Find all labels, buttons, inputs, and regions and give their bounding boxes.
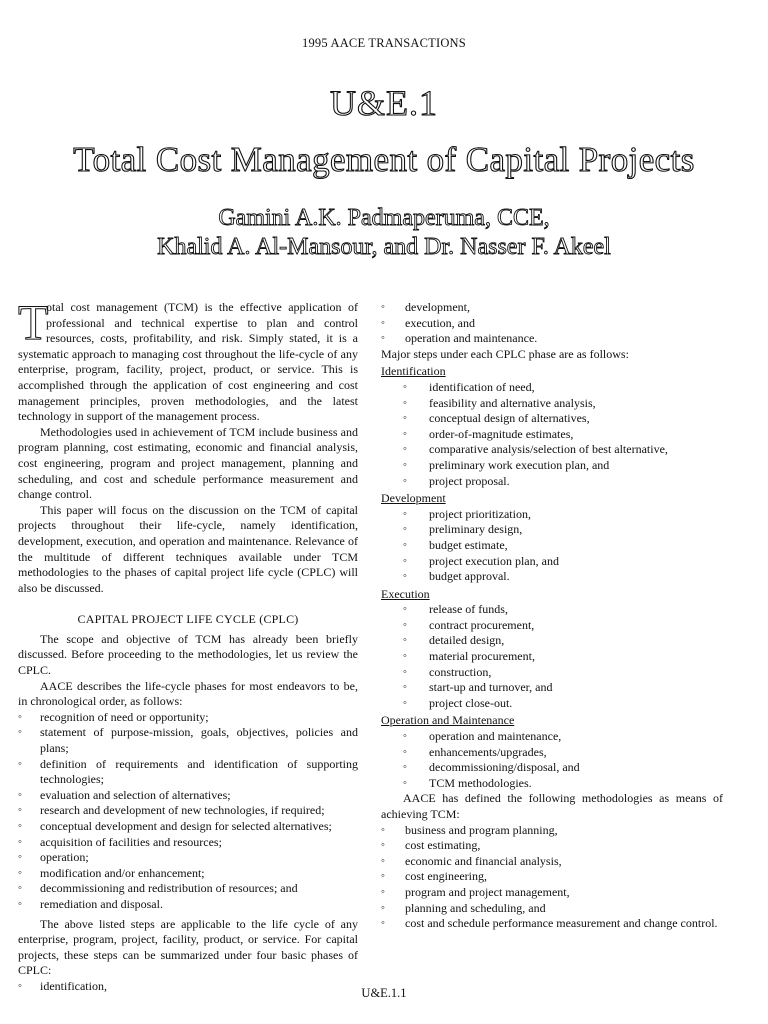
list-item: ◦ modification and/or enhancement; — [18, 866, 358, 882]
list-item: ◦ conceptual development and design for selected alternatives; — [18, 819, 358, 835]
list-item: ◦ economic and financial analysis, — [381, 854, 723, 870]
paper-code: U&E.1 — [330, 83, 438, 123]
list-item: ◦ evaluation and selection of alternatives; — [18, 788, 358, 804]
focus-paragraph: This paper will focus on the discussion on the TCM of capital projects throughout their life-cycle, namely identification, development, execution, and operation and maintenance. Relevance of the multitude of different techniques available under TCM methodologies to the phases of capital project life cycle (CPLC) will also be discussed. — [18, 502, 358, 595]
list-item: ◦ budget approval. — [381, 569, 723, 585]
paper-title: Total Cost Management of Capital Projects — [73, 140, 695, 179]
drop-cap: T — [18, 294, 49, 350]
list-item: ◦ conceptual design of alternatives, — [381, 411, 723, 427]
identification-step-list — [381, 380, 723, 489]
list-item: ◦ TCM methodologies. — [381, 776, 723, 792]
phase-heading-execution: Execution — [381, 586, 430, 601]
list-item: ◦ statement of purpose-mission, goals, objectives, policies and plans; — [18, 725, 358, 756]
list-item: ◦ order-of-magnitude estimates, — [381, 427, 723, 443]
phase-heading-development: Development — [381, 491, 446, 506]
intro-paragraph-wrap — [18, 294, 358, 425]
execution-step-list — [381, 602, 723, 711]
list-item: ◦ project proposal. — [381, 474, 723, 490]
development-step-list — [381, 507, 723, 585]
list-item: ◦ operation; — [18, 850, 358, 866]
list-item: ◦ planning and scheduling, and — [381, 901, 723, 917]
list-item: ◦ project prioritization, — [381, 507, 723, 523]
list-item: ◦ enhancements/upgrades, — [381, 745, 723, 761]
list-item: ◦ operation and maintenance. — [381, 331, 723, 347]
list-item: ◦ business and program planning, — [381, 823, 723, 839]
summary-paragraph: The above listed steps are applicable to the life cycle of any enterprise, program, project, facility, product, or service. For capital projects, these steps can be summarized under four basic phases of CPLC: — [18, 916, 358, 978]
list-item: ◦ project close-out. — [381, 696, 723, 712]
list-item: ◦ contract procurement, — [381, 618, 723, 634]
list-item: ◦ acquisition of facilities and resources; — [18, 835, 358, 851]
list-item: ◦ identification, — [18, 979, 358, 995]
list-item: ◦ definition of requirements and identification of supporting technologies; — [18, 757, 358, 788]
list-item: ◦ cost engineering, — [381, 869, 723, 885]
operation-step-list — [381, 729, 723, 791]
major-steps-intro: Major steps under each CPLC phase are as follows: — [381, 346, 629, 361]
list-item: ◦ preliminary design, — [381, 522, 723, 538]
running-head: 1995 AACE TRANSACTIONS — [302, 36, 466, 50]
list-item: ◦ development, — [381, 300, 723, 316]
section-heading-cplc: CAPITAL PROJECT LIFE CYCLE (CPLC) — [77, 612, 299, 627]
list-item: ◦ recognition of need or opportunity; — [18, 710, 358, 726]
list-item: ◦ preliminary work execution plan, and — [381, 458, 723, 474]
author-block — [0, 204, 768, 262]
methodologies-paragraph: Methodologies used in achievement of TCM include business and program planning, cost estimating, economic and financial analysis, cost engineering, program and project management, planning and scheduling, and cost and schedule performance measurement and change control. — [18, 424, 358, 502]
list-item: ◦ program and project management, — [381, 885, 723, 901]
intro-paragraph: otal cost management (TCM) is the effective application of professional and technical expertise to plan and control resources, costs, profitability, and risk. Simply stated, it is a systematic approach to managing cost throughout the life-cycle of any enterprise, program, facility, project, product, or service. This is accomplished through the application of cost engineering and cost management principles, proven methodologies, and the latest technology in support of the management process. — [18, 300, 358, 424]
aace-phases-paragraph: AACE describes the life-cycle phases for most endeavors to be, in chronological order, as follows: — [18, 678, 358, 709]
list-item: ◦ material procurement, — [381, 649, 723, 665]
list-item: ◦ decommissioning/disposal, and — [381, 760, 723, 776]
list-item: ◦ cost and schedule performance measurement and change control. — [381, 916, 723, 932]
methodology-list — [381, 823, 723, 932]
list-item: ◦ start-up and turnover, and — [381, 680, 723, 696]
list-item: ◦ release of funds, — [381, 602, 723, 618]
list-item: ◦ project execution plan, and — [381, 554, 723, 570]
list-item: ◦ execution, and — [381, 316, 723, 332]
phase-heading-identification: Identification — [381, 364, 446, 379]
methodologies-intro: AACE has defined the following methodologies as means of achieving TCM: — [381, 791, 723, 821]
list-item: ◦ detailed design, — [381, 633, 723, 649]
scope-paragraph: The scope and objective of TCM has already been briefly discussed. Before proceeding to the methodologies, let us review the CPLC. — [18, 631, 358, 678]
list-item: ◦ remediation and disposal. — [18, 897, 358, 913]
phase-heading-operation: Operation and Maintenance — [381, 713, 515, 728]
life-cycle-phase-list — [18, 710, 358, 913]
left-column — [18, 294, 358, 995]
list-item: ◦ cost estimating, — [381, 838, 723, 854]
list-item: ◦ budget estimate, — [381, 538, 723, 554]
list-item: ◦ comparative analysis/selection of best alternative, — [381, 442, 723, 458]
basic-phase-list-continued — [381, 300, 723, 347]
list-item: ◦ research and development of new technologies, if required; — [18, 803, 358, 819]
authors-line-1: Gamini A.K. Padmaperuma, CCE, — [218, 205, 550, 231]
list-item: ◦ construction, — [381, 665, 723, 681]
list-item: ◦ decommissioning and redistribution of resources; and — [18, 881, 358, 897]
list-item: ◦ operation and maintenance, — [381, 729, 723, 745]
authors-line-2: Khalid A. Al-Mansour, and Dr. Nasser F. Akeel — [157, 234, 611, 260]
page-number: U&E.1.1 — [361, 986, 407, 1000]
list-item: ◦ feasibility and alternative analysis, — [381, 396, 723, 412]
right-column — [381, 300, 723, 932]
list-item: ◦ identification of need, — [381, 380, 723, 396]
